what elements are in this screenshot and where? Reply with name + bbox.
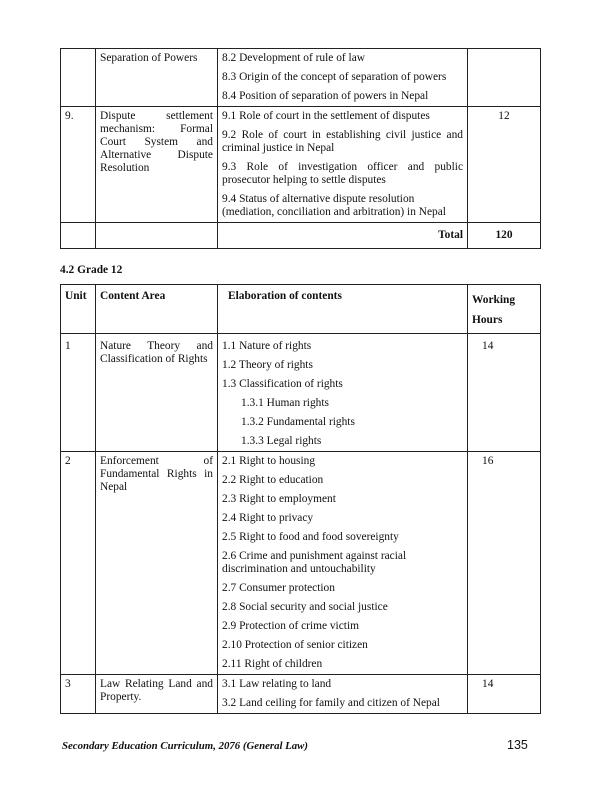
list-item: 2.1 Right to housing <box>222 455 316 467</box>
header-content-area: Content Area <box>96 285 218 334</box>
list-item: 2.8 Social security and social justice <box>222 601 388 613</box>
footer-title: Secondary Education Curriculum, 2076 (General Law) <box>62 740 308 752</box>
hours-cell: 14 <box>468 334 541 452</box>
header-hours-line1: Working <box>472 294 516 306</box>
list-item: 2.5 Right to food and food sovereignty <box>222 531 399 543</box>
list-item: 3.1 Law relating to land <box>222 678 332 690</box>
header-hours-line2: Hours <box>472 314 503 326</box>
header-unit: Unit <box>61 285 96 334</box>
elaboration-cell <box>218 107 468 223</box>
list-item: 2.2 Right to education <box>222 474 324 486</box>
hours-cell: 12 <box>468 107 541 223</box>
elaboration-cell <box>218 675 468 714</box>
list-item: 2.11 Right of children <box>222 658 323 670</box>
hours-cell <box>468 49 541 107</box>
list-item: 9.3 Role of investigation officer and public prosecutor helping to settle disputes <box>222 161 463 186</box>
empty-cell <box>96 223 218 249</box>
table-row <box>61 49 541 107</box>
grade-11-table-continuation <box>60 48 541 249</box>
total-value: 120 <box>468 223 541 249</box>
content-area-cell: Law Relating Land and Property. <box>96 675 218 714</box>
table-row <box>61 334 541 452</box>
list-item: 2.4 Right to privacy <box>222 512 314 524</box>
table-row <box>61 452 541 675</box>
header-working-hours <box>468 285 541 334</box>
unit-cell <box>61 49 96 107</box>
unit-cell: 9. <box>61 107 96 223</box>
list-item: 1.1 Nature of rights <box>222 340 312 352</box>
elaboration-cell <box>218 49 468 107</box>
table-row <box>61 107 541 223</box>
list-subitem: 1.3.1 Human rights <box>241 397 329 409</box>
list-item: 9.1 Role of court in the settlement of disputes <box>222 110 430 122</box>
unit-cell: 2 <box>61 452 96 675</box>
list-item: 2.10 Protection of senior citizen <box>222 639 368 651</box>
list-item: 9.2 Role of court in establishing civil justice and criminal justice in Nepal <box>222 129 463 154</box>
list-item: 2.6 Crime and punishment against racial discrimination and untouchability <box>222 550 407 575</box>
list-item: 9.4 Status of alternative dispute resolution (mediation, conciliation and arbitration) in Nepal <box>222 193 446 218</box>
total-label: Total <box>218 223 468 249</box>
list-item: 8.3 Origin of the concept of separation of powers <box>222 71 447 83</box>
unit-cell: 1 <box>61 334 96 452</box>
hours-cell: 14 <box>468 675 541 714</box>
total-row <box>61 223 541 249</box>
hours-cell: 16 <box>468 452 541 675</box>
content-area-cell: Nature Theory and Classification of Rights <box>96 334 218 452</box>
list-item: 1.3 Classification of rights <box>222 378 343 390</box>
grade-12-table <box>60 284 541 714</box>
list-item: 8.2 Development of rule of law <box>222 52 365 64</box>
content-area-cell: Separation of Powers <box>96 49 218 107</box>
table-header-row <box>61 285 541 334</box>
list-item: 2.7 Consumer protection <box>222 582 335 594</box>
list-subitem: 1.3.3 Legal rights <box>241 435 322 447</box>
empty-cell <box>61 223 96 249</box>
table-row <box>61 675 541 714</box>
list-item: 1.2 Theory of rights <box>222 359 313 371</box>
page-number: 135 <box>507 738 528 752</box>
list-item: 8.4 Position of separation of powers in Nepal <box>222 90 429 102</box>
list-subitem: 1.3.2 Fundamental rights <box>241 416 355 428</box>
unit-cell: 3 <box>61 675 96 714</box>
header-elaboration: Elaboration of contents <box>218 285 468 334</box>
elaboration-cell <box>218 452 468 675</box>
content-area-cell: Dispute settlement mechanism: Formal Court System and Alternative Dispute Resolution <box>96 107 218 223</box>
content-area-cell: Enforcement of Fundamental Rights in Nepal <box>96 452 218 675</box>
list-item: 2.3 Right to employment <box>222 493 336 505</box>
elaboration-cell <box>218 334 468 452</box>
section-heading: 4.2 Grade 12 <box>60 264 123 276</box>
list-item: 2.9 Protection of crime victim <box>222 620 359 632</box>
list-item: 3.2 Land ceiling for family and citizen of Nepal <box>222 697 440 709</box>
